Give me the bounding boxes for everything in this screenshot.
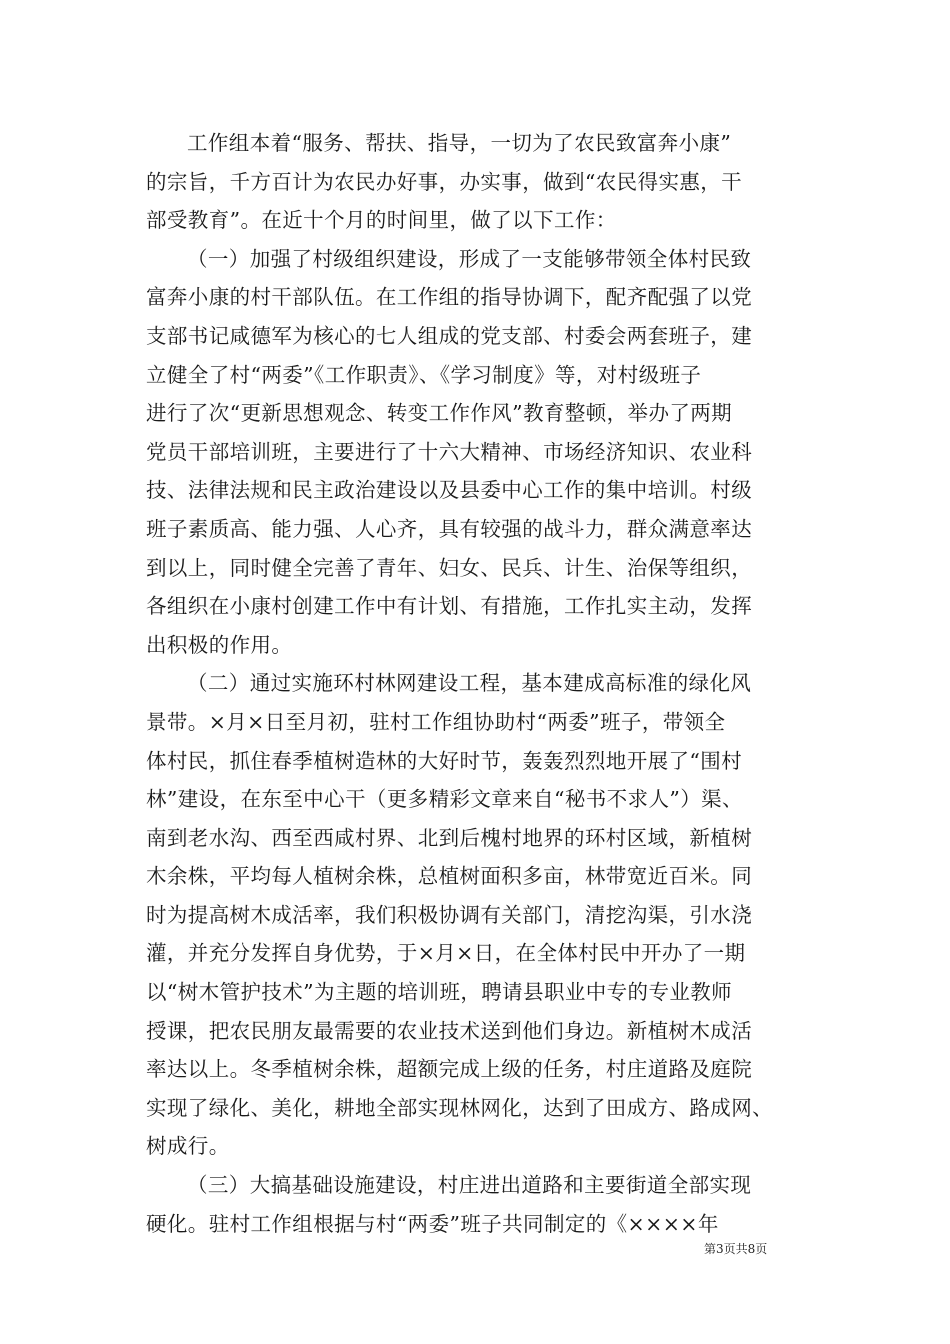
text-line: 景带。×月×日至月初，驻村工作组协助村“两委”班子，带领全 (146, 709, 726, 734)
text-line: 各组织在小康村创建工作中有计划、有措施，工作扎实主动，发挥 (146, 594, 753, 619)
page-number (704, 1240, 767, 1257)
text-line: 工作组本着“服务、帮扶、指导，一切为了农民致富奔小康” (187, 131, 732, 155)
text-line: 南到老水沟、西至西咸村界、北到后槐村地界的环村区域，新植树 (146, 825, 753, 850)
page-number-label: 第3页共8页 (704, 1242, 768, 1256)
body-text (146, 124, 826, 1243)
text-line: （二）通过实施环村林网建设工程，基本建成高标准的绿化风 (187, 671, 752, 696)
text-line: 率达以上。冬季植树余株，超额完成上级的任务，村庄道路及庭院 (146, 1057, 753, 1082)
text-line: 到以上，同时健全完善了青年、妇女、民兵、计生、治保等组织， (146, 555, 753, 580)
text-line: 出积极的作用。 (146, 632, 293, 657)
text-line: 灌，并充分发挥自身优势，于×月×日，在全体村民中开办了一期 (146, 941, 746, 966)
text-line: 进行了次“更新思想观念、转变工作作风”教育整顿，举办了两期 (146, 401, 733, 426)
text-line: （三）大搞基础设施建设，村庄进出道路和主要街道全部实现 (187, 1173, 752, 1198)
text-line: 支部书记咸德军为核心的七人组成的党支部、村委会两套班子，建 (146, 323, 753, 348)
text-line: 授课，把农民朋友最需要的农业技术送到他们身边。新植树木成活 (146, 1018, 753, 1043)
text-line: 党员干部培训班，主要进行了十六大精神、市场经济知识、农业科 (146, 439, 753, 464)
text-line: 富奔小康的村干部队伍。在工作组的指导协调下，配齐配强了以党 (146, 285, 753, 310)
text-line: 时为提高树木成活率，我们积极协调有关部门，清挖沟渠，引水浇 (146, 902, 753, 927)
text-line: 班子素质高、能力强、人心齐，具有较强的战斗力，群众满意率达 (146, 516, 753, 541)
text-line: 实现了绿化、美化，耕地全部实现林网化，达到了田成方、路成网、 (146, 1095, 773, 1120)
text-line: 立健全了村“两委”《工作职责》、《学习制度》等，对村级班子 (146, 362, 702, 387)
text-line: 体村民，抓住春季植树造林的大好时节，轰轰烈烈地开展了“围村 (146, 748, 743, 773)
text-line: 木余株，平均每人植树余株，总植树面积多亩，林带宽近百米。同 (146, 864, 753, 889)
text-line: 硬化。驻村工作组根据与村“两委”班子共同制定的《××××年 (146, 1211, 719, 1236)
text-line: 的宗旨，千方百计为农民办好事，办实事，做到“农民得实惠，干 (146, 169, 743, 194)
text-line: 技、法律法规和民主政治建设以及县委中心工作的集中培训。村级 (146, 478, 753, 503)
text-line: 部受教育”。在近十个月的时间里，做了以下工作： (146, 208, 617, 233)
text-line: 林”建设，在东至中心干（更多精彩文章来自“秘书不求人”）渠、 (146, 787, 743, 812)
text-line: 树成行。 (146, 1134, 230, 1159)
text-line: 以“树木管护技术”为主题的培训班，聘请县职业中专的专业教师 (146, 980, 733, 1005)
text-line: （一）加强了村级组织建设，形成了一支能够带领全体村民致 (187, 246, 752, 271)
